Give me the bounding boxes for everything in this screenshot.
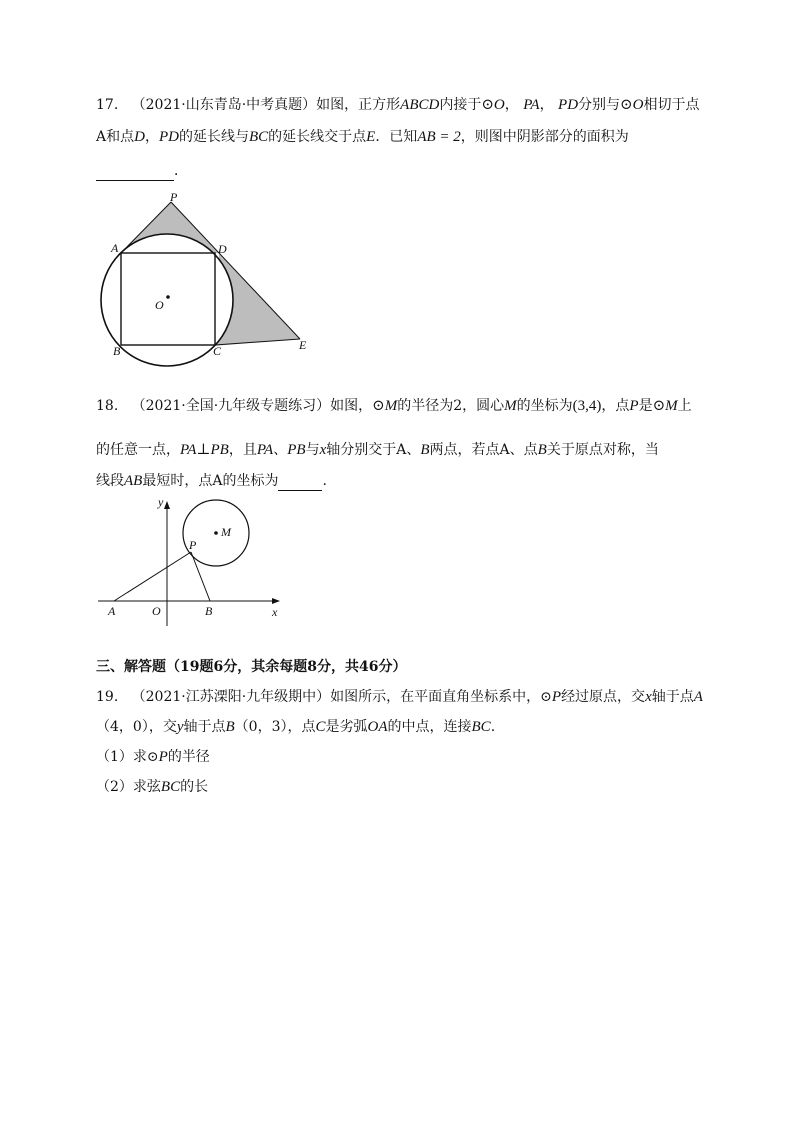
q19-line-1 xyxy=(96,688,703,706)
q19-text: 的中点，连接 xyxy=(387,719,472,735)
q18-figure xyxy=(92,492,292,632)
label-y: y xyxy=(158,495,164,509)
label-p: P xyxy=(170,192,178,204)
q18-a: A xyxy=(212,473,223,489)
q18-text: ，点 xyxy=(601,398,630,414)
label-a: A xyxy=(108,604,116,618)
q19-oa: OA xyxy=(367,719,388,735)
q19-p: P xyxy=(158,749,168,765)
label-b: B xyxy=(113,344,121,358)
q18-ab: AB xyxy=(124,473,143,489)
q19-line-2 xyxy=(96,718,495,736)
label-d: D xyxy=(218,242,227,256)
q18-line-2 xyxy=(96,441,659,459)
q18-text: 是 xyxy=(638,398,653,414)
q19-sub2-text: 的长 xyxy=(180,779,209,795)
label-x: x xyxy=(272,605,278,619)
q17-pa: PA xyxy=(523,97,540,113)
q18-text: 两点，若点 xyxy=(429,442,500,458)
x-arrow xyxy=(272,598,280,604)
q17-abcd: ABCD xyxy=(400,97,440,113)
label-a: A xyxy=(111,241,119,255)
section-title: 三、解答题（19题6分，其余每题8分，共46分） xyxy=(96,659,407,675)
q18-text: 的半径为2，圆心 xyxy=(397,398,505,414)
q17-bc: BC xyxy=(248,129,269,145)
q17-point-d: D xyxy=(134,129,145,145)
q19-text: 轴于点 xyxy=(651,689,694,705)
label-o: O xyxy=(155,298,164,312)
q17-text: ， xyxy=(504,97,519,113)
q19-bc: BC xyxy=(471,719,491,735)
q19-text: 经过原点，交 xyxy=(561,689,646,705)
q17-line-1 xyxy=(96,96,699,114)
q17-circle-o: ⊙O xyxy=(481,97,505,113)
q19-text: 是劣弧 xyxy=(325,719,368,735)
label-m: M xyxy=(221,525,231,539)
q18-answer-blank xyxy=(278,472,322,491)
q18-text: 、 xyxy=(406,442,421,458)
label-o: O xyxy=(152,604,161,618)
q17-point-a: A xyxy=(96,129,107,145)
q18-text: 最短时，点 xyxy=(142,473,213,489)
q17-figure xyxy=(95,192,325,367)
q17-text: 的延长线交于点 xyxy=(268,129,367,145)
q17-circle-o: ⊙O xyxy=(620,97,644,113)
q18-coord: (3,4) xyxy=(572,398,602,414)
segment-pb xyxy=(191,552,210,601)
q17-text: ， xyxy=(144,129,159,145)
q18-circle-m: ⊙M xyxy=(372,398,398,414)
q18-text: 关于原点对称，当 xyxy=(546,442,659,458)
q17-text: 相切于点 xyxy=(643,97,700,113)
q17-text: 和点 xyxy=(106,129,135,145)
label-e: E xyxy=(299,338,307,352)
q17-pd: PD xyxy=(558,97,579,113)
q18-number: 18. xyxy=(96,398,119,414)
q17-point-e: E xyxy=(366,129,376,145)
q18-text: 、 xyxy=(273,442,288,458)
q18-text: . xyxy=(322,473,327,489)
q17-line-3 xyxy=(96,162,188,181)
center-m-dot xyxy=(214,531,218,535)
q18-m: M xyxy=(504,398,517,414)
q18-a: A xyxy=(396,442,407,458)
q19-sub1-text: 的半径 xyxy=(167,749,210,765)
q19-text: （4，0），交 xyxy=(96,719,177,735)
q19-p: P xyxy=(551,689,562,705)
q19-sub1-text: （1）求⊙ xyxy=(96,749,159,765)
q19-text: 如图所示，在平面直角坐标系中，⊙ xyxy=(330,689,552,705)
q18-circle-m: ⊙M xyxy=(652,398,678,414)
q17-text: ． xyxy=(174,163,188,179)
q18-source: （2021·全国·九年级专题练习） xyxy=(131,398,331,414)
q17-source: （2021·山东青岛·中考真题） xyxy=(131,97,317,113)
q17-text: 的延长线与 xyxy=(178,129,249,145)
q18-pa: PA xyxy=(256,442,274,458)
q18-b: B xyxy=(537,442,547,458)
q18-text: 的任意一点， xyxy=(96,442,180,458)
q18-pb: PB xyxy=(287,442,306,458)
q19-a: A xyxy=(693,689,703,705)
q19-sub2 xyxy=(96,778,208,796)
q19-text: . xyxy=(490,719,496,735)
q19-x: x xyxy=(645,689,652,705)
q18-text: 轴分别交于 xyxy=(326,442,397,458)
q19-number: 19. xyxy=(96,689,119,705)
q18-x: x xyxy=(319,442,327,458)
q18-text: 与 xyxy=(305,442,320,458)
q18-text: 的坐标为 xyxy=(516,398,573,414)
q19-bc: BC xyxy=(160,779,181,795)
q18-text: 上 xyxy=(677,398,692,414)
q19-b: B xyxy=(225,719,235,735)
q17-text: ．已知 xyxy=(375,129,418,145)
q19-text: 轴于点 xyxy=(183,719,226,735)
q17-number: 17. xyxy=(96,97,119,113)
q18-line-1 xyxy=(96,397,692,415)
q18-b: B xyxy=(420,442,430,458)
q18-line-3 xyxy=(96,472,327,491)
y-arrow xyxy=(164,501,170,509)
q17-pd: PD xyxy=(158,129,179,145)
center-dot xyxy=(166,295,170,299)
q17-text: 如图，正方形 xyxy=(316,97,401,113)
q17-line-2 xyxy=(96,128,629,146)
q18-text: 、点 xyxy=(509,442,538,458)
q17-text: ， xyxy=(539,97,554,113)
q17-text: 内接于 xyxy=(439,97,482,113)
q19-source: （2021·江苏溧阳·九年级期中） xyxy=(131,689,331,705)
q18-text: 线段 xyxy=(96,473,124,489)
q19-sub2-text: （2）求弦 xyxy=(96,779,161,795)
q17-text: 分别与 xyxy=(578,97,621,113)
q19-text: （0，3），点 xyxy=(234,719,316,735)
q18-text: ，且 xyxy=(228,442,257,458)
q19-c: C xyxy=(315,719,326,735)
q17-text: ，则图中阴影部分的面积为 xyxy=(460,129,629,145)
q17-ab-eq: AB = 2 xyxy=(417,129,461,145)
q19-y: y xyxy=(176,719,184,735)
q17-answer-blank xyxy=(96,162,174,181)
q18-text: 的坐标为 xyxy=(222,473,279,489)
q19-sub1 xyxy=(96,748,210,766)
label-p: P xyxy=(189,538,197,552)
q18-p: P xyxy=(629,398,639,414)
label-b: B xyxy=(205,604,213,618)
q18-perp: PA⊥PB xyxy=(180,442,229,458)
q18-a: A xyxy=(499,442,510,458)
label-c: C xyxy=(213,344,222,358)
q18-text: 如图， xyxy=(330,398,373,414)
segment-pa xyxy=(114,552,191,601)
